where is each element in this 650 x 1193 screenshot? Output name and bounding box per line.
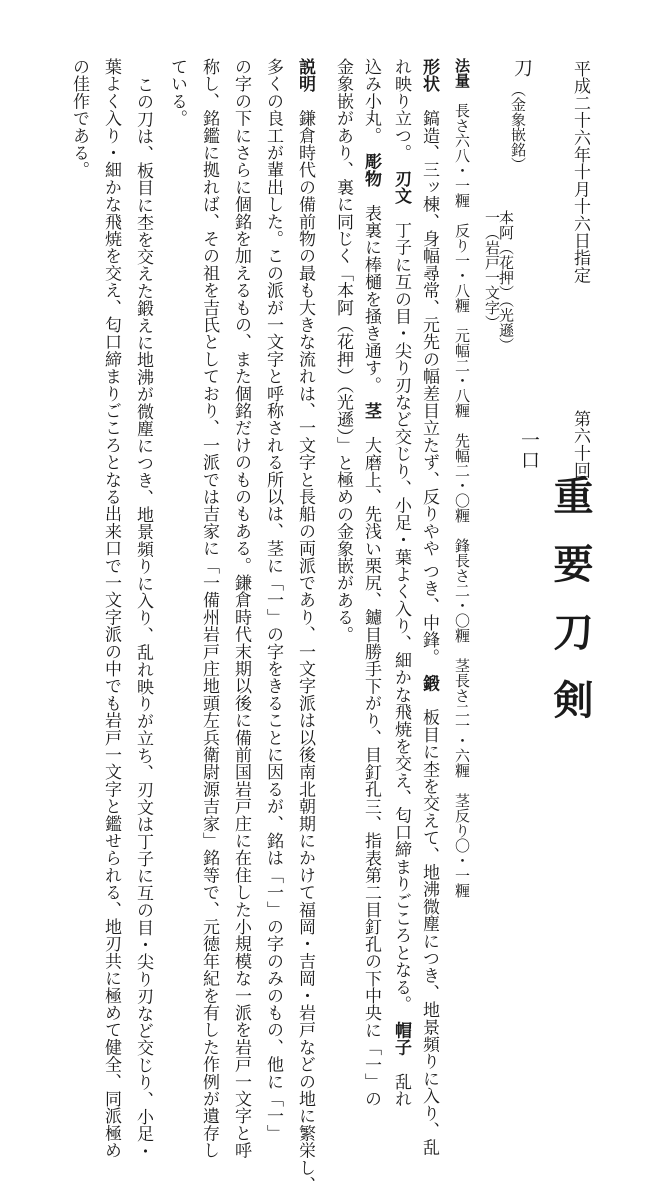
setsumei-line-3: の字の下にさらに個銘を加えるもの、また個銘だけのものもある。鎌倉時代末期以後に備前国岩戸庄に在住した小規模な一派を岩戸一文字と呼 (231, 58, 251, 1159)
keijo-label: 形状 (419, 58, 439, 93)
designation-date: 平成二十六年十月十六日指定 (570, 60, 590, 284)
horimono-line (362, 58, 379, 1107)
keijo-text: 鎬造、三ッ棟、身幅尋常、元先の幅差目立たず、反りやや つき、中鋒。 (419, 109, 439, 658)
item-type: 刀 (511, 58, 533, 78)
setsumei-label: 説明 (295, 58, 315, 93)
kitae-cont: れ映り立つ。 (391, 58, 411, 153)
hamon-line (392, 58, 409, 1107)
category-title: 重要刀剣 (547, 475, 594, 747)
horyo-label: 法量 (453, 58, 471, 88)
attribution-bottom: 本阿（花押）（光遜） (497, 210, 515, 353)
horyo-text: 長さ六八・一糎 反り一・八糎 元幅二・八糎 先幅二・〇糎 鋒長さ二・〇糎 茎長さ二一・六糎 茎反り〇・一糎 (453, 103, 471, 898)
boshi-label: 帽子 (391, 1021, 411, 1056)
attribution-top: 一（岩戸一文字） (483, 210, 501, 330)
horimono-text: 表裏に棒樋を掻き通す。 (361, 204, 381, 386)
nakago-label: 茎 (361, 402, 381, 420)
setsumei-line-6: この刀は、板目に杢を交えた鍛えに地沸が微塵につき、地景頻りに入り、乱れ映りが立ち、刃文は丁子に互の目・尖り刃など交じり、小足・ (133, 76, 153, 1160)
setsumei-line-2: 多くの良工が輩出した。この派が一文字と呼称される所以は、茎に「一」の字をきることに因るが、銘は「一」の字のみのもの、他に「一」 (263, 58, 283, 1142)
setsumei-line-1 (296, 58, 313, 1193)
keijo-line (420, 58, 437, 1156)
kitae-label: 鍛 (419, 674, 439, 692)
nakago-cont: 金象嵌があり、裏に同じく「本阿（花押）（光遜）」と極めの金象嵌がある。 (333, 58, 353, 643)
setsumei-text-1: 鎌倉時代の備前物の最も大きな流れは、一文字と長船の両派であり、一文字派は以後南北朝期にかけて福岡・吉岡・岩戸などの地に繁栄し、 (295, 109, 315, 1193)
hamon-text: 丁子に互の目・尖り刃など交じり、小足・葉よく入り、細かな飛焼を交え、匂口締まりごころとなる。 (391, 221, 411, 1005)
session-number: 第六十回 (570, 410, 590, 479)
inscription-note: （金象嵌銘） (509, 82, 527, 172)
horimono-label: 彫物 (361, 152, 381, 188)
boshi-cont: 込み小丸。 (361, 58, 381, 136)
nakago-text: 大磨上、先浅い栗尻、鑢目勝手下がり、目釘孔三、指表第二目釘孔の下中央に「一」の (361, 436, 381, 1108)
item-count: 一口 (518, 430, 540, 470)
horyo-line (454, 58, 469, 898)
setsumei-line-4: 称し、銘鑑に拠れば、その祖を吉氏としており、一派では吉家に「一備州岩戸庄地頭左兵衛尉源吉家」銘等で、元徳年紀を有した作例が遺存し (199, 58, 219, 1159)
setsumei-line-8: の佳作である。 (69, 58, 89, 179)
setsumei-line-5: ている。 (167, 58, 187, 127)
setsumei-line-7: 葉よく入り・細かな飛焼を交え、匂口締まりごころとなる出来口で一文字派の中でも岩戸一文字と鑑せられる、地刃共に極めて健全、同派極め (101, 58, 121, 1159)
hamon-label: 刃文 (391, 169, 411, 205)
boshi-text: 乱れ (391, 1073, 411, 1108)
kitae-text: 板目に杢を交えて、地沸微塵につき、地景頻りに入り、乱 (419, 708, 439, 1156)
